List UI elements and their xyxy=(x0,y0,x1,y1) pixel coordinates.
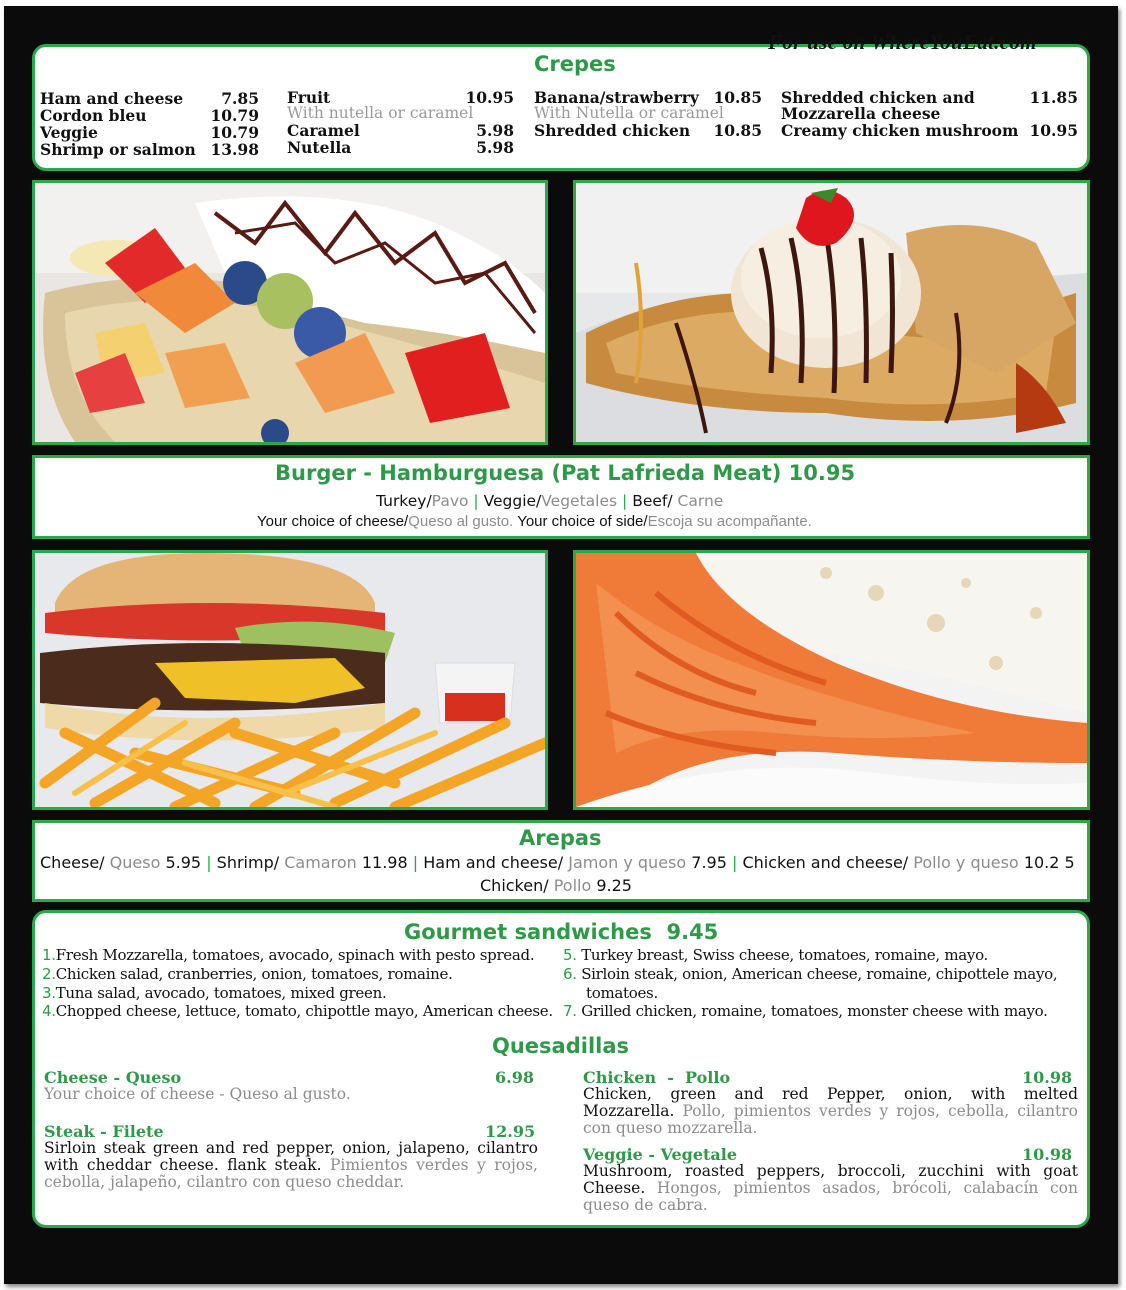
sandwich-number: 7. xyxy=(563,1002,577,1020)
crepe-name: Mozzarella cheese xyxy=(781,104,941,123)
sandwich-text: Fresh Mozzarella, tomatoes, avocado, spinach with pesto spread. xyxy=(55,946,535,964)
crepe-note xyxy=(534,104,762,122)
arepa-en: Shrimp/ xyxy=(216,853,280,872)
separator: | xyxy=(473,492,479,510)
arepa-price: 9.25 xyxy=(596,876,632,895)
burger-note xyxy=(257,513,812,530)
sandwich-number: 6. xyxy=(563,965,577,983)
burger-note-es: Escoja su acompañante. xyxy=(647,513,812,530)
arepa-es: Camaron xyxy=(284,853,357,872)
crepe-name: Creamy chicken mushroom xyxy=(781,121,1019,140)
burger-options xyxy=(376,492,723,510)
arepa-en: Ham and cheese/ xyxy=(423,853,564,872)
arepas-items xyxy=(40,853,1075,872)
burger-option-es: Vegetales xyxy=(541,492,618,510)
arepa-price: 10.2 5 xyxy=(1023,853,1075,872)
crepe-item xyxy=(781,121,1078,139)
quesadillas-title: Quesadillas xyxy=(492,1034,630,1058)
burger-title: Burger - Hamburguesa (Pat Lafrieda Meat) 10.95 xyxy=(275,461,856,485)
quesadilla-chicken-desc xyxy=(583,1086,1078,1137)
crepe-name: Fruit xyxy=(287,88,331,107)
sandwich-item-cont xyxy=(586,984,658,1002)
quesadilla-steak-price: 12.95 xyxy=(485,1122,536,1141)
crepe-name: Shredded chicken xyxy=(534,121,691,140)
crepe-name: Cordon bleu xyxy=(40,106,147,125)
separator: | xyxy=(206,853,212,872)
crepe-note-text: With nutella or caramel xyxy=(287,104,474,122)
arepa-en: Chicken/ xyxy=(480,876,549,895)
sandwiches-title: Gourmet sandwiches 9.45 xyxy=(404,920,719,944)
sandwich-text: tomatoes. xyxy=(586,984,658,1002)
crepe-name: Shrimp or salmon xyxy=(40,140,196,159)
crepe-item xyxy=(287,121,514,139)
sandwich-number: 4. xyxy=(42,1002,56,1020)
crepe-name: Caramel xyxy=(287,121,360,140)
burger-option-en: Turkey/ xyxy=(376,492,432,510)
crepe-item xyxy=(40,106,259,124)
arepa-price: 5.95 xyxy=(165,853,202,872)
quesadilla-desc-es: Hongos, pimientos asados, brócoli, calabacín con queso de cabra. xyxy=(583,1179,1079,1214)
burger-option-es: Pavo xyxy=(431,492,469,510)
sandwich-text: Chopped cheese, lettuce, tomato, chipottle mayo, American cheese. xyxy=(55,1002,553,1020)
quesadilla-veggie-desc xyxy=(583,1163,1078,1214)
arepa-es: Pollo y queso xyxy=(913,853,1019,872)
quesadilla-desc-es: Pollo, pimientos verdes y rojos, cebolla, cilantro con queso mozzarella. xyxy=(583,1102,1078,1137)
quesadilla-cheese-name: Cheese - Queso xyxy=(44,1068,182,1087)
crepe-price: 10.95 xyxy=(465,88,514,107)
crepe-price: 5.98 xyxy=(476,121,514,140)
crepe-item xyxy=(40,140,259,158)
arepa-price: 7.95 xyxy=(691,853,727,872)
crepe-name: Veggie xyxy=(40,123,98,142)
sandwich-item xyxy=(42,1002,553,1020)
crepe-price: 10.79 xyxy=(210,123,259,142)
arepa-es: Jamon y queso xyxy=(568,853,687,872)
sandwich-text: Sirloin steak, onion, American cheese, romaine, chipottele mayo, xyxy=(581,965,1058,983)
crepe-price: 13.98 xyxy=(210,140,259,159)
quesadilla-chicken-price: 10.98 xyxy=(1022,1068,1073,1087)
sandwich-item xyxy=(42,984,386,1002)
crepe-item xyxy=(40,89,259,107)
sandwich-item xyxy=(563,946,988,964)
fruit-crepe-photo xyxy=(32,180,548,445)
sandwich-number: 2. xyxy=(42,965,56,983)
crepe-item xyxy=(40,123,259,141)
quesadilla-desc-en: Mushroom, roasted peppers, broccoli, zucchini with goat Cheese. xyxy=(583,1162,1078,1197)
quesadilla-cheese-price: 6.98 xyxy=(495,1068,534,1087)
burger-option-en: Veggie/ xyxy=(483,492,542,510)
sandwich-item xyxy=(563,965,1057,983)
watermark: For use on WhereYouEat.com xyxy=(768,30,1037,54)
arepa-es: Pollo xyxy=(553,876,592,895)
ice-cream-crepe-photo xyxy=(573,180,1090,445)
arepas-items-line2 xyxy=(480,876,632,895)
crepe-name: Nutella xyxy=(287,138,352,157)
arepa-photo xyxy=(573,550,1090,810)
crepe-price: 7.85 xyxy=(221,89,259,108)
crepe-price: 10.95 xyxy=(1029,121,1078,140)
arepa-en: Chicken and cheese/ xyxy=(742,853,909,872)
quesadilla-cheese-desc xyxy=(44,1086,538,1103)
sandwich-text: Turkey breast, Swiss cheese, tomatoes, romaine, mayo. xyxy=(581,946,988,964)
crepe-note-text: With Nutella or caramel xyxy=(534,104,724,122)
quesadilla-steak-name: Steak - Filete xyxy=(44,1122,164,1141)
sandwich-item xyxy=(563,1002,1048,1020)
quesadilla-desc-en: Chicken, green and red Pepper, onion, with melted Mozzarella. xyxy=(583,1085,1078,1120)
arepa-price: 11.98 xyxy=(361,853,408,872)
sandwich-text: Chicken salad, cranberries, onion, tomatoes, romaine. xyxy=(55,965,453,983)
crepe-price: 10.85 xyxy=(713,121,762,140)
burger-option-es: Carne xyxy=(677,492,724,510)
separator: | xyxy=(622,492,628,510)
burger-note-en: Your choice of side/ xyxy=(517,513,648,530)
crepe-note xyxy=(287,104,514,122)
quesadilla-desc-es: Pimientos verdes y rojos, cebolla, jalapeño, cilantro con queso cheddar. xyxy=(44,1156,538,1191)
sandwich-item xyxy=(42,946,534,964)
quesadilla-desc-es: Your choice of cheese - Queso al gusto. xyxy=(44,1085,351,1103)
arepa-en: Cheese/ xyxy=(40,853,105,872)
crepe-price: 5.98 xyxy=(476,138,514,157)
separator: | xyxy=(731,853,738,872)
separator: | xyxy=(412,853,419,872)
sandwich-number: 3. xyxy=(42,984,56,1002)
burger-photo xyxy=(32,550,548,810)
quesadilla-chicken-name: Chicken - Pollo xyxy=(583,1068,731,1087)
crepes-title: Crepes xyxy=(534,52,616,76)
crepe-item xyxy=(287,138,514,156)
crepe-item xyxy=(534,121,762,139)
crepe-name: Banana/strawberry xyxy=(534,88,699,107)
sandwich-text: Tuna salad, avocado, tomatoes, mixed green. xyxy=(55,984,387,1002)
crepe-name: Shredded chicken and xyxy=(781,88,975,107)
quesadilla-veggie-name: Veggie - Vegetale xyxy=(583,1145,738,1164)
burger-note-es: Queso al gusto. xyxy=(408,513,514,530)
quesadilla-steak-desc xyxy=(44,1140,538,1191)
crepe-price: 11.85 xyxy=(1029,88,1078,107)
sandwich-text: Grilled chicken, romaine, tomatoes, monster cheese with mayo. xyxy=(581,1002,1048,1020)
burger-note-en: Your choice of cheese/ xyxy=(257,513,409,530)
arepas-title: Arepas xyxy=(519,826,602,850)
sandwich-number: 5. xyxy=(563,946,577,964)
crepe-item-cont xyxy=(781,104,1078,122)
sandwich-item xyxy=(42,965,453,983)
quesadilla-veggie-price: 10.98 xyxy=(1022,1145,1073,1164)
sandwich-number: 1. xyxy=(42,946,56,964)
crepe-price: 10.85 xyxy=(713,88,762,107)
burger-option-en: Beef/ xyxy=(632,492,673,510)
crepe-name: Ham and cheese xyxy=(40,89,184,108)
arepa-es: Queso xyxy=(109,853,161,872)
crepe-price: 10.79 xyxy=(210,106,259,125)
quesadilla-desc-en: Sirloin steak green and red pepper, onion, jalapeno, cilantro with cheddar cheese. flank steak. xyxy=(44,1139,538,1174)
